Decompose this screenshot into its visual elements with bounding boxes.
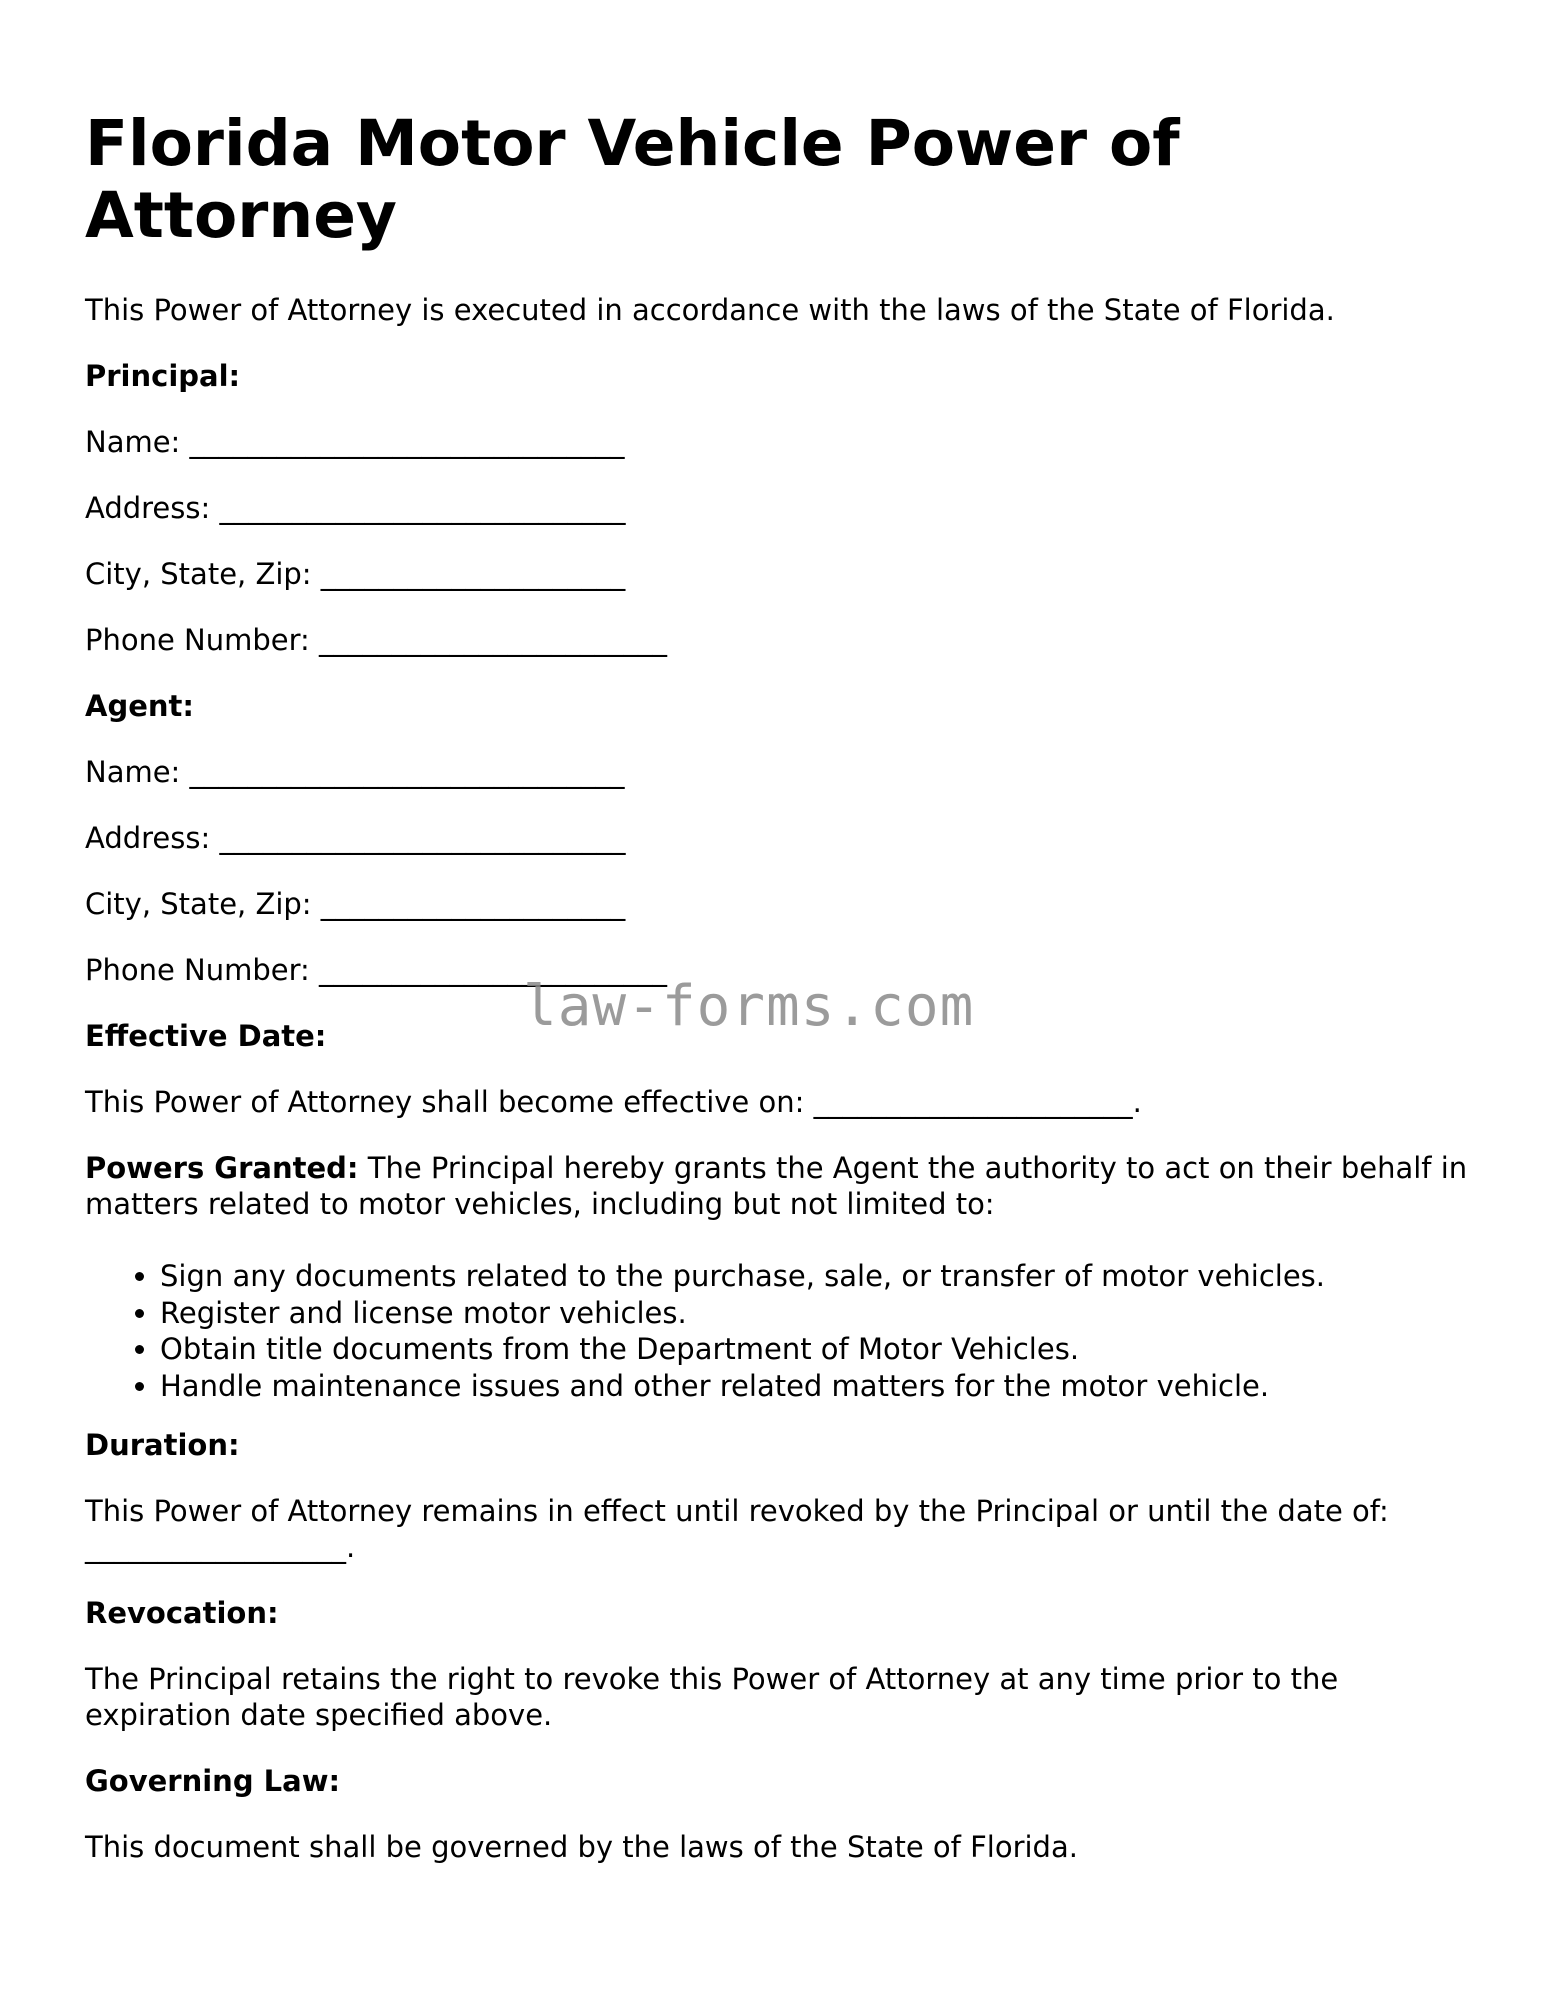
powers-heading: Powers Granted: <box>85 1151 359 1185</box>
principal-name-label: Name: <box>85 425 181 459</box>
principal-heading: Principal: <box>85 359 241 393</box>
principal-phone-row <box>85 622 667 658</box>
document-title: Florida Motor Vehicle Power of Attorney <box>85 107 1180 252</box>
governing-law-text: This document shall be governed by the laws of the State of Florida. <box>85 1830 1078 1864</box>
powers-list <box>85 1258 1325 1404</box>
agent-name-row <box>85 754 625 790</box>
agent-phone-field[interactable]: ________________________ <box>319 953 668 987</box>
agent-address-field[interactable]: ____________________________ <box>219 821 626 855</box>
list-item: • Sign any documents related to the purchase, sale, or transfer of motor vehicles. <box>160 1258 1325 1295</box>
revocation-heading: Revocation: <box>85 1596 279 1630</box>
revocation-text: The Principal retains the right to revoke this Power of Attorney at any time prior to the expiration date specified above. <box>85 1662 1339 1732</box>
principal-city-label: City, State, Zip: <box>85 557 312 591</box>
duration-heading: Duration: <box>85 1428 240 1462</box>
principal-address-row <box>85 490 625 526</box>
principal-name-field[interactable]: ______________________________ <box>189 425 625 459</box>
principal-phone-label: Phone Number: <box>85 623 310 657</box>
agent-phone-label: Phone Number: <box>85 953 310 987</box>
principal-address-field[interactable]: ____________________________ <box>219 491 626 525</box>
agent-city-label: City, State, Zip: <box>85 887 312 921</box>
agent-city-row <box>85 886 625 922</box>
principal-phone-field[interactable]: ________________________ <box>319 623 668 657</box>
powers-paragraph <box>85 1150 1485 1222</box>
powers-text: The Principal hereby grants the Agent the authority to act on their behalf in matters related to motor vehicles, including but not limited to: <box>85 1151 1468 1221</box>
list-item: • Handle maintenance issues and other related matters for the motor vehicle. <box>160 1368 1325 1405</box>
governing-law-heading: Governing Law: <box>85 1764 341 1798</box>
effective-date-text: This Power of Attorney shall become effective on: ______________________. <box>85 1085 1142 1119</box>
agent-name-label: Name: <box>85 755 181 789</box>
agent-address-row <box>85 820 625 856</box>
list-item: • Register and license motor vehicles. <box>160 1295 1325 1332</box>
effective-date-heading: Effective Date: <box>85 1019 327 1053</box>
principal-city-row <box>85 556 625 592</box>
principal-name-row <box>85 424 625 460</box>
principal-city-field[interactable]: _____________________ <box>320 557 626 591</box>
agent-name-field[interactable]: ______________________________ <box>189 755 625 789</box>
duration-text: This Power of Attorney remains in effect until revoked by the Principal or until the date of: __________________. <box>85 1494 1389 1564</box>
agent-heading: Agent: <box>85 689 194 723</box>
principal-address-label: Address: <box>85 491 211 525</box>
agent-city-field[interactable]: _____________________ <box>320 887 626 921</box>
agent-address-label: Address: <box>85 821 211 855</box>
watermark: law-forms.com <box>523 974 975 1039</box>
intro-text: This Power of Attorney is executed in accordance with the laws of the State of Florida. <box>85 293 1335 327</box>
list-item: • Obtain title documents from the Department of Motor Vehicles. <box>160 1331 1325 1368</box>
